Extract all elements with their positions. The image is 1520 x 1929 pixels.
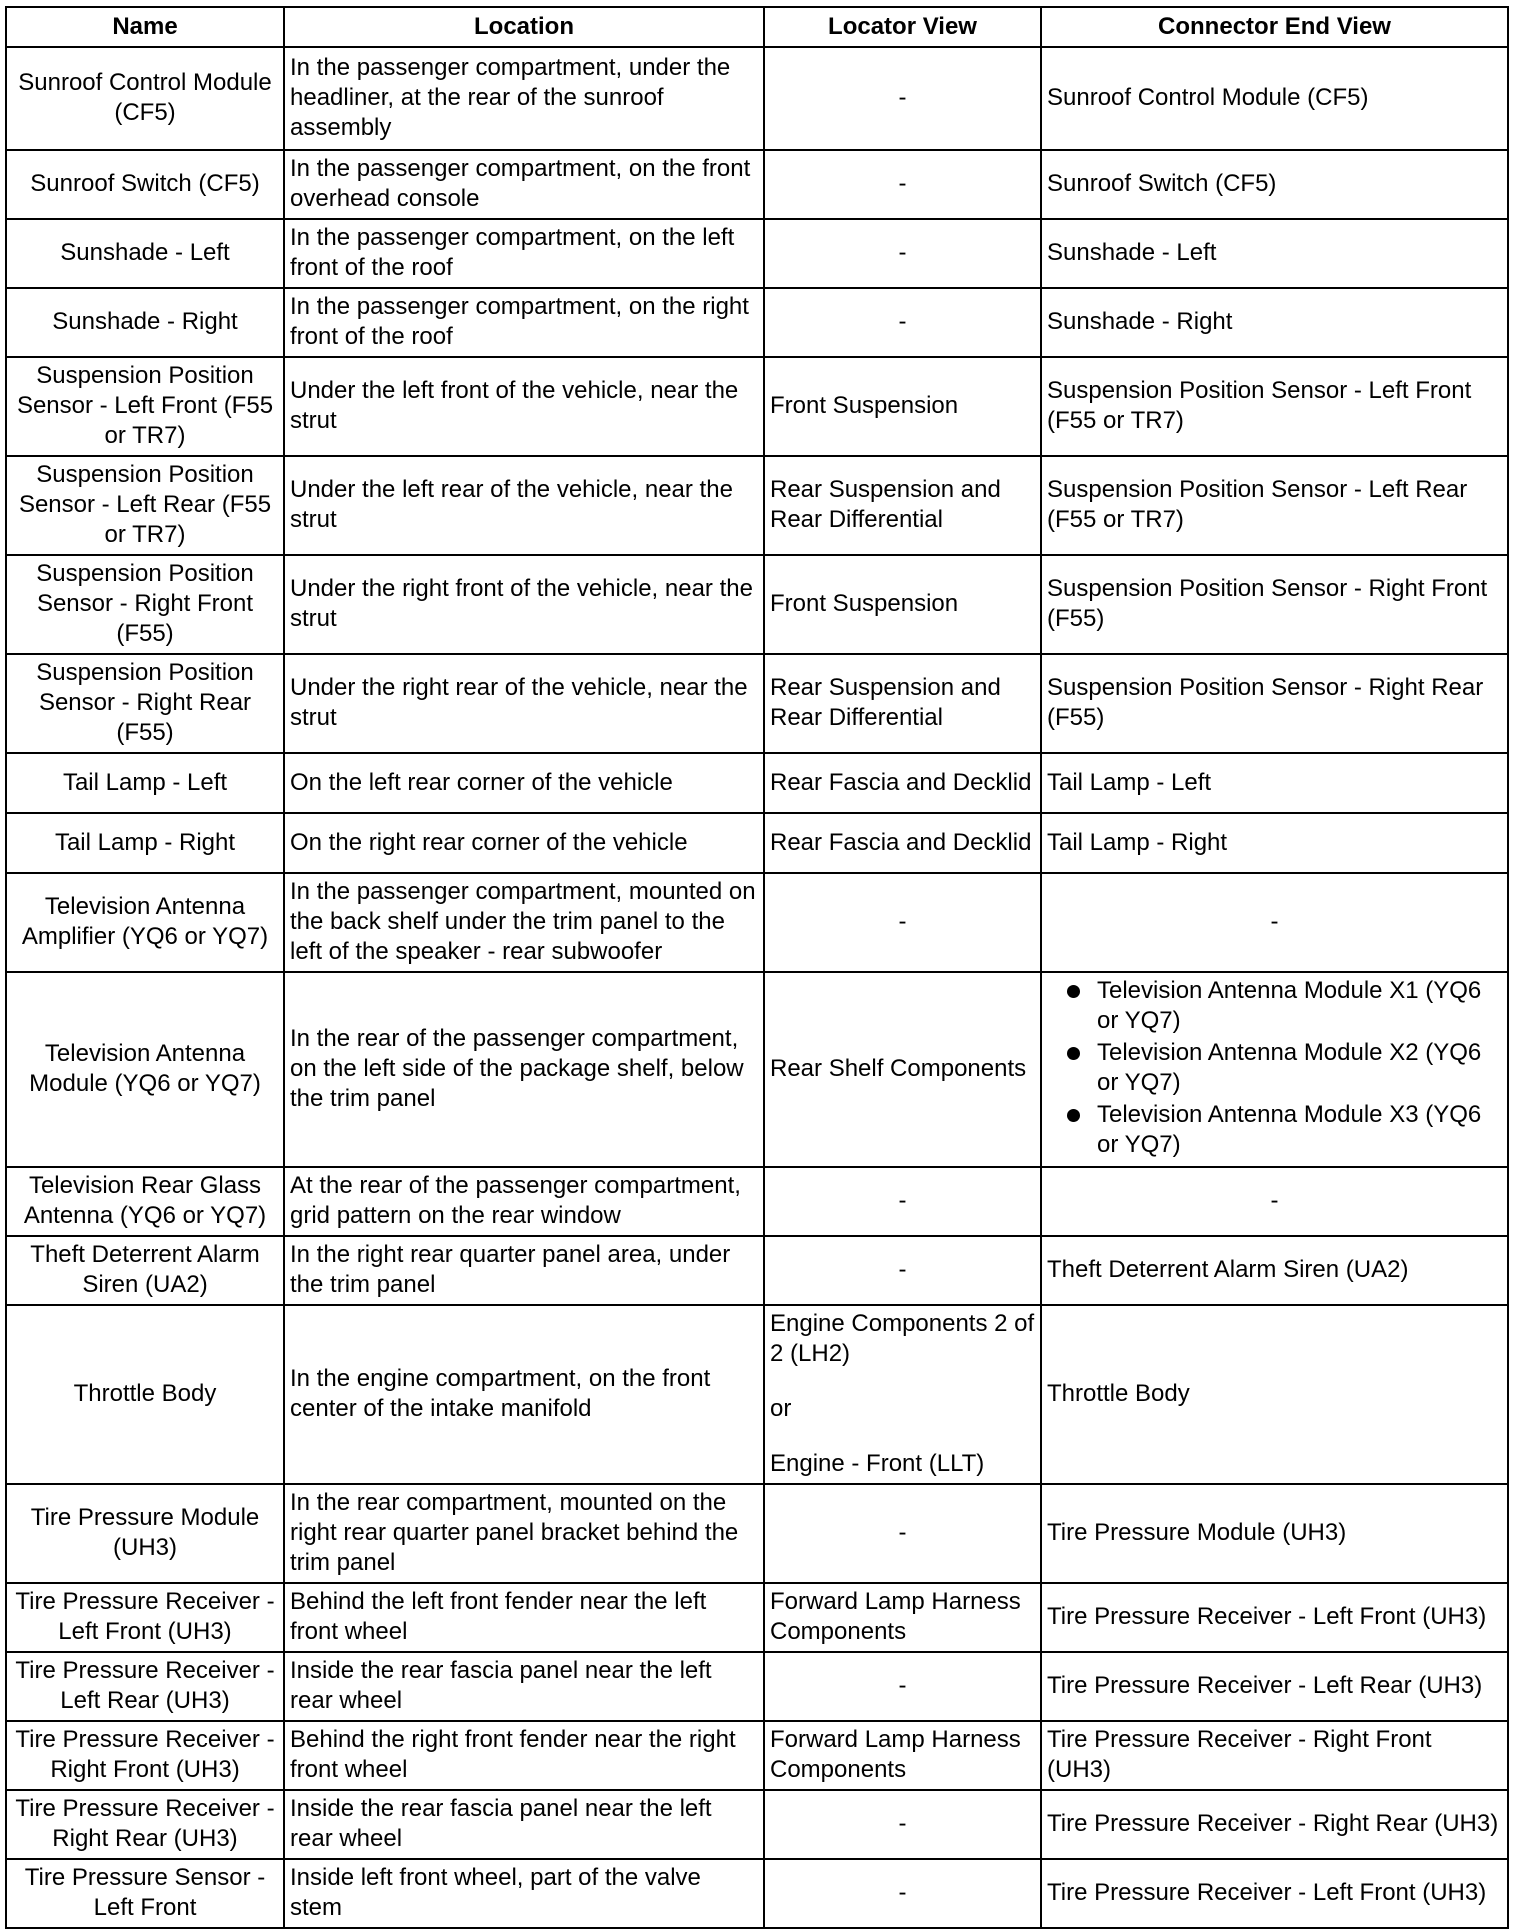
- cell-location: Inside left front wheel, part of the valve stem: [284, 1859, 764, 1928]
- table-row: [6, 873, 1508, 972]
- cell-locator-view: -: [764, 47, 1041, 150]
- cell-locator-view: Front Suspension: [764, 357, 1041, 456]
- cell-name: Sunshade - Left: [6, 219, 284, 288]
- connector-item-label: Television Antenna Module X2 (YQ6 or YQ7): [1097, 1039, 1482, 1096]
- cell-location: In the rear of the passenger compartment, on the left side of the package shelf, below the trim panel: [284, 972, 764, 1167]
- cell-location: In the passenger compartment, on the front overhead console: [284, 150, 764, 219]
- cell-locator-view: -: [764, 873, 1041, 972]
- connector-item-label: Television Antenna Module X3 (YQ6 or YQ7): [1097, 1101, 1482, 1158]
- cell-name: Tire Pressure Receiver - Left Rear (UH3): [6, 1652, 284, 1721]
- table-row: [6, 456, 1508, 555]
- cell-name: Sunroof Switch (CF5): [6, 150, 284, 219]
- cell-locator-view: Rear Suspension and Rear Differential: [764, 456, 1041, 555]
- cell-name: Suspension Position Sensor - Left Rear (F55 or TR7): [6, 456, 284, 555]
- cell-location: Inside the rear fascia panel near the left rear wheel: [284, 1652, 764, 1721]
- cell-locator-view: -: [764, 219, 1041, 288]
- cell-name: Tail Lamp - Left: [6, 753, 284, 813]
- cell-connector-end-view: Sunroof Control Module (CF5): [1041, 47, 1508, 150]
- table-row: [6, 1583, 1508, 1652]
- table-row: [6, 654, 1508, 753]
- cell-locator-view: [764, 1305, 1041, 1484]
- cell-locator-view: -: [764, 1236, 1041, 1305]
- locator-view-part: Engine - Front (LLT): [770, 1450, 985, 1477]
- cell-locator-view: Front Suspension: [764, 555, 1041, 654]
- locator-view-part: or: [770, 1395, 792, 1422]
- cell-locator-view: Rear Fascia and Decklid: [764, 753, 1041, 813]
- table-row: [6, 1305, 1508, 1484]
- list-item: [1047, 1038, 1502, 1098]
- cell-location: In the engine compartment, on the front center of the intake manifold: [284, 1305, 764, 1484]
- cell-location: Under the left front of the vehicle, near the strut: [284, 357, 764, 456]
- cell-connector-end-view: Theft Deterrent Alarm Siren (UA2): [1041, 1236, 1508, 1305]
- cell-connector-end-view: Suspension Position Sensor - Left Front (F55 or TR7): [1041, 357, 1508, 456]
- component-locator-table: [5, 6, 1509, 1929]
- header-location: Location: [284, 7, 764, 47]
- cell-name: Throttle Body: [6, 1305, 284, 1484]
- cell-locator-view: -: [764, 1652, 1041, 1721]
- cell-locator-view: -: [764, 1859, 1041, 1928]
- table-row: [6, 813, 1508, 873]
- cell-connector-end-view: [1041, 972, 1508, 1167]
- cell-locator-view: Rear Fascia and Decklid: [764, 813, 1041, 873]
- header-locator-view: Locator View: [764, 7, 1041, 47]
- cell-connector-end-view: -: [1041, 873, 1508, 972]
- locator-view-part: Engine Components 2 of 2 (LH2): [770, 1310, 1035, 1367]
- cell-location: Behind the right front fender near the right front wheel: [284, 1721, 764, 1790]
- cell-locator-view: -: [764, 150, 1041, 219]
- cell-name: Television Antenna Module (YQ6 or YQ7): [6, 972, 284, 1167]
- table-row: [6, 972, 1508, 1167]
- cell-connector-end-view: Tire Pressure Receiver - Left Front (UH3): [1041, 1859, 1508, 1928]
- table-row: [6, 1484, 1508, 1583]
- cell-connector-end-view: Tail Lamp - Left: [1041, 753, 1508, 813]
- cell-name: Sunroof Control Module (CF5): [6, 47, 284, 150]
- cell-location: Under the right front of the vehicle, near the strut: [284, 555, 764, 654]
- cell-locator-view: -: [764, 288, 1041, 357]
- cell-location: Under the right rear of the vehicle, near the strut: [284, 654, 764, 753]
- table-row: [6, 1652, 1508, 1721]
- cell-locator-view: Rear Suspension and Rear Differential: [764, 654, 1041, 753]
- cell-name: Tire Pressure Module (UH3): [6, 1484, 284, 1583]
- cell-connector-end-view: Suspension Position Sensor - Left Rear (F55 or TR7): [1041, 456, 1508, 555]
- cell-location: On the left rear corner of the vehicle: [284, 753, 764, 813]
- bullet-icon: [1067, 985, 1080, 998]
- cell-location: In the passenger compartment, on the right front of the roof: [284, 288, 764, 357]
- cell-name: Suspension Position Sensor - Right Front (F55): [6, 555, 284, 654]
- cell-connector-end-view: Sunroof Switch (CF5): [1041, 150, 1508, 219]
- header-connector-end-view: Connector End View: [1041, 7, 1508, 47]
- cell-name: Tail Lamp - Right: [6, 813, 284, 873]
- cell-locator-view: -: [764, 1790, 1041, 1859]
- table-row: [6, 219, 1508, 288]
- table-row: [6, 150, 1508, 219]
- cell-name: Tire Pressure Receiver - Right Rear (UH3): [6, 1790, 284, 1859]
- table-body: [6, 47, 1508, 1928]
- cell-location: Under the left rear of the vehicle, near the strut: [284, 456, 764, 555]
- cell-name: Suspension Position Sensor - Left Front (F55 or TR7): [6, 357, 284, 456]
- table-row: [6, 753, 1508, 813]
- cell-locator-view: -: [764, 1167, 1041, 1236]
- table-row: [6, 1236, 1508, 1305]
- cell-connector-end-view: Sunshade - Right: [1041, 288, 1508, 357]
- cell-connector-end-view: Tire Pressure Receiver - Left Front (UH3): [1041, 1583, 1508, 1652]
- table-row: [6, 1859, 1508, 1928]
- cell-location: In the rear compartment, mounted on the right rear quarter panel bracket behind the trim panel: [284, 1484, 764, 1583]
- cell-location: In the passenger compartment, on the left front of the roof: [284, 219, 764, 288]
- table-row: [6, 47, 1508, 150]
- cell-locator-view: Rear Shelf Components: [764, 972, 1041, 1167]
- bullet-icon: [1067, 1109, 1080, 1122]
- cell-name: Television Rear Glass Antenna (YQ6 or YQ7): [6, 1167, 284, 1236]
- cell-locator-view: Forward Lamp Harness Components: [764, 1583, 1041, 1652]
- bullet-icon: [1067, 1047, 1080, 1060]
- header-row: [6, 7, 1508, 47]
- cell-location: In the passenger compartment, under the headliner, at the rear of the sunroof assembly: [284, 47, 764, 150]
- cell-connector-end-view: Tire Pressure Receiver - Left Rear (UH3): [1041, 1652, 1508, 1721]
- cell-name: Suspension Position Sensor - Right Rear (F55): [6, 654, 284, 753]
- cell-connector-end-view: Sunshade - Left: [1041, 219, 1508, 288]
- table-row: [6, 1790, 1508, 1859]
- connector-item-label: Television Antenna Module X1 (YQ6 or YQ7): [1097, 977, 1482, 1034]
- table-row: [6, 1167, 1508, 1236]
- cell-connector-end-view: Tail Lamp - Right: [1041, 813, 1508, 873]
- header-name: Name: [6, 7, 284, 47]
- cell-name: Theft Deterrent Alarm Siren (UA2): [6, 1236, 284, 1305]
- cell-connector-end-view: -: [1041, 1167, 1508, 1236]
- cell-location: Inside the rear fascia panel near the left rear wheel: [284, 1790, 764, 1859]
- cell-name: Tire Pressure Sensor - Left Front: [6, 1859, 284, 1928]
- table-row: [6, 357, 1508, 456]
- cell-connector-end-view: Tire Pressure Receiver - Right Rear (UH3): [1041, 1790, 1508, 1859]
- list-item: [1047, 1100, 1502, 1160]
- cell-connector-end-view: Suspension Position Sensor - Right Rear (F55): [1041, 654, 1508, 753]
- cell-name: Television Antenna Amplifier (YQ6 or YQ7): [6, 873, 284, 972]
- cell-location: In the right rear quarter panel area, under the trim panel: [284, 1236, 764, 1305]
- cell-connector-end-view: Tire Pressure Module (UH3): [1041, 1484, 1508, 1583]
- list-item: [1047, 976, 1502, 1036]
- cell-location: On the right rear corner of the vehicle: [284, 813, 764, 873]
- cell-connector-end-view: Suspension Position Sensor - Right Front (F55): [1041, 555, 1508, 654]
- cell-name: Tire Pressure Receiver - Right Front (UH3): [6, 1721, 284, 1790]
- table-row: [6, 1721, 1508, 1790]
- cell-connector-end-view: Throttle Body: [1041, 1305, 1508, 1484]
- cell-location: In the passenger compartment, mounted on the back shelf under the trim panel to the left of the speaker - rear subwoofer: [284, 873, 764, 972]
- cell-name: Tire Pressure Receiver - Left Front (UH3): [6, 1583, 284, 1652]
- cell-location: Behind the left front fender near the left front wheel: [284, 1583, 764, 1652]
- cell-locator-view: Forward Lamp Harness Components: [764, 1721, 1041, 1790]
- cell-connector-end-view: Tire Pressure Receiver - Right Front (UH3): [1041, 1721, 1508, 1790]
- cell-locator-view: -: [764, 1484, 1041, 1583]
- cell-name: Sunshade - Right: [6, 288, 284, 357]
- table-row: [6, 288, 1508, 357]
- table-row: [6, 555, 1508, 654]
- cell-location: At the rear of the passenger compartment, grid pattern on the rear window: [284, 1167, 764, 1236]
- connector-list: [1047, 976, 1502, 1160]
